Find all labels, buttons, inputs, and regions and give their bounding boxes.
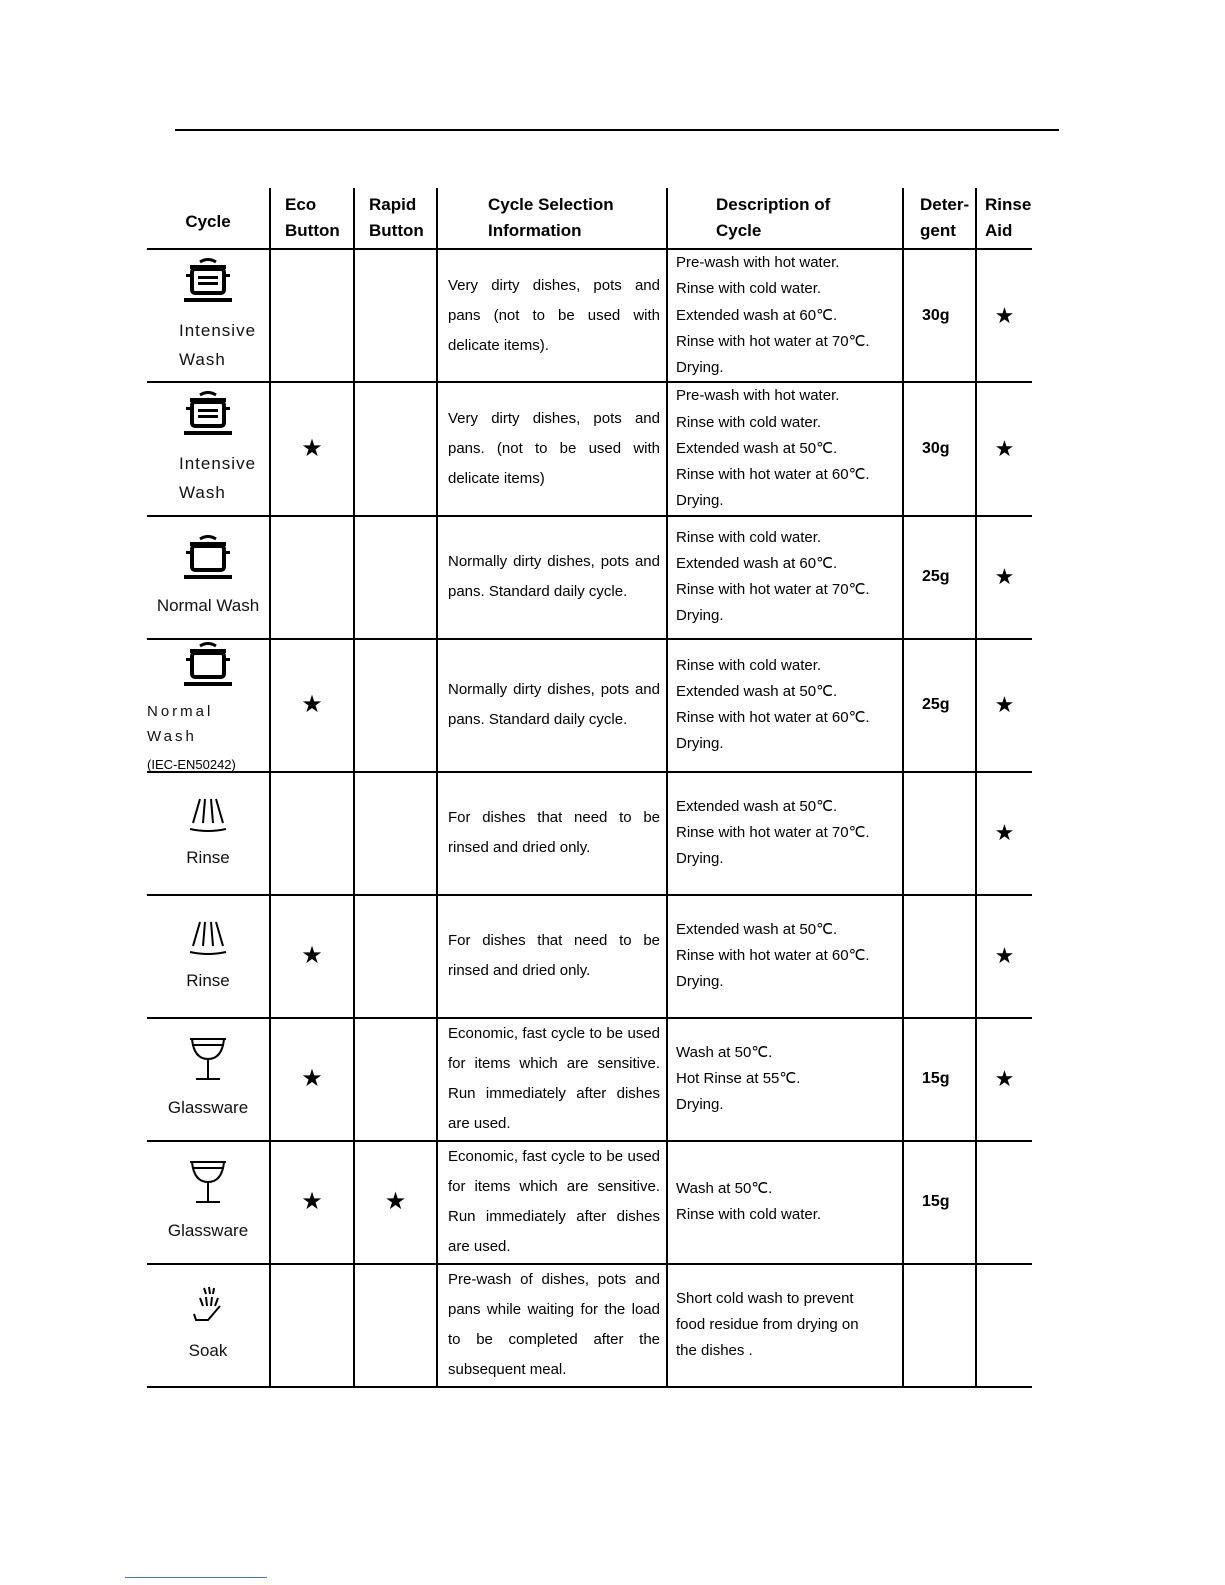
description-line: Rinse with hot water at 70℃. [676,823,870,841]
glassware-icon [184,1035,232,1085]
cycle-selection-information: Normally dirty dishes, pots and pans. Standard daily cycle. [437,639,667,772]
description-line: Rinse with cold water. [676,528,822,546]
rapid-button-cell [354,1018,437,1141]
rapid-button-cell [354,1264,437,1387]
description-line: Short cold wash to prevent [676,1289,854,1307]
detergent-amount: 25g [903,516,976,639]
cycle-selection-information: Pre-wash of dishes, pots and pans while waiting for the load to be completed after the subsequent meal. [437,1264,667,1387]
cycle-name: Intensive Wash [179,321,257,370]
intensive-pot-icon [147,256,269,311]
rinse-icon [147,793,269,838]
cycle-name: Rinse [186,971,230,991]
cycle-name: Normal Wash [147,702,214,745]
cycle-name: Normal Wash [156,596,260,616]
description-line: Rinse with hot water at 60℃. [676,466,870,483]
header-rinse-aid: Rinse Aid [976,188,1032,249]
description-line: Extended wash at 60℃. [676,306,838,324]
cycle-description [667,516,903,639]
description-line: Rinse with hot water at 60℃. [676,709,870,726]
cycle-cell [147,1018,270,1141]
normal-pot-icon [147,533,269,586]
rapid-button-cell [354,772,437,895]
footer-link-underline [125,1577,267,1578]
cycle-cell [147,1141,270,1264]
cycle-selection-information: Economic, fast cycle to be used for items which are sensitive. Run immediately after dishes are used. [437,1141,667,1264]
detergent-amount: 15g [903,1018,976,1141]
description-line: Wash at 50℃. [676,1043,773,1061]
soak-icon [184,1284,232,1328]
rinse-aid-cell: ★ [976,1018,1032,1141]
rapid-button-cell [354,639,437,772]
description-line: Pre-wash with hot water. [676,387,840,405]
table-row [147,382,1032,515]
header-description-of-cycle: Description of Cycle [667,188,903,249]
cycle-name: Soak [188,1341,228,1361]
table-row [147,516,1032,639]
rapid-button-cell [354,895,437,1018]
description-line: Drying. [676,735,724,753]
cycle-selection-information: For dishes that need to be rinsed and dried only. [437,772,667,895]
table-row [147,895,1032,1018]
header-detergent: Deter- gent [903,188,976,249]
glassware-icon [147,1158,269,1211]
cycle-cell [147,382,270,515]
intensive-pot-icon [147,389,269,444]
rinse-aid-cell: ★ [976,516,1032,639]
cycle-selection-information: Normally dirty dishes, pots and pans. Standard daily cycle. [437,516,667,639]
rinse-aid-cell: ★ [976,895,1032,1018]
description-line: Extended wash at 50℃. [676,920,838,938]
cycle-selection-information: For dishes that need to be rinsed and dried only. [437,895,667,1018]
description-line: Pre-wash with hot water. [676,254,840,271]
cycle-name: Glassware [167,1221,249,1241]
rinse-aid-cell: ★ [976,382,1032,515]
normal-pot-icon [178,533,238,583]
cycle-selection-information: Very dirty dishes, pots and pans (not to be used with delicate items). [437,249,667,382]
rapid-button-cell [354,249,437,382]
description-line: Rinse with hot water at 70℃. [676,332,870,350]
description-line: food residue from drying on [676,1315,859,1333]
top-rule [175,129,1059,131]
soak-icon [147,1284,269,1331]
glassware-icon [184,1158,232,1208]
description-line: Wash at 50℃. [676,1179,773,1197]
eco-button-cell: ★ [270,382,354,515]
cycle-description [667,382,903,515]
detergent-amount [903,1264,976,1387]
header-rapid-button: Rapid Button [354,188,437,249]
eco-button-cell: ★ [270,895,354,1018]
rapid-button-cell [354,382,437,515]
cycle-name: Glassware [167,1098,249,1118]
eco-button-cell [270,516,354,639]
detergent-amount: 25g [903,639,976,772]
description-line: Rinse with hot water at 70℃. [676,581,870,598]
description-line: Extended wash at 50℃. [676,797,838,815]
cycle-cell [147,639,270,772]
eco-button-cell: ★ [270,639,354,772]
description-line: Extended wash at 60℃. [676,554,838,572]
cycle-cell [147,895,270,1018]
detergent-amount [903,895,976,1018]
description-line: the dishes . [676,1342,753,1360]
description-line: Drying. [676,607,724,625]
intensive-pot-icon [178,256,238,308]
rinse-aid-cell [976,1141,1032,1264]
table-header-row [147,188,1032,249]
rinse-icon [147,916,269,961]
cycle-description [667,772,903,895]
description-line: Rinse with cold water. [676,280,822,298]
rinse-aid-cell: ★ [976,772,1032,895]
table-row [147,1264,1032,1387]
normal-pot-icon [178,640,238,690]
eco-button-cell [270,1264,354,1387]
eco-button-cell: ★ [270,1018,354,1141]
rapid-button-cell [354,516,437,639]
description-line: Drying. [676,492,724,510]
cycle-description [667,895,903,1018]
intensive-pot-icon [178,389,238,441]
description-line: Rinse with cold water. [676,656,822,674]
description-line: Rinse with cold water. [676,1206,822,1223]
detergent-amount [903,772,976,895]
table-row [147,772,1032,895]
rinse-icon [183,793,233,835]
cycle-cell [147,249,270,382]
description-line: Drying. [676,1096,724,1114]
cycle-cell [147,772,270,895]
cycle-description [667,639,903,772]
description-line: Hot Rinse at 55℃. [676,1069,801,1087]
cycle-standard-note: (IEC-EN50242) [147,756,236,772]
header-cycle: Cycle [147,188,270,249]
detergent-amount: 30g [903,249,976,382]
detergent-amount: 30g [903,382,976,515]
rinse-icon [183,916,233,958]
cycle-description [667,249,903,382]
eco-button-cell [270,772,354,895]
cycle-name: Intensive Wash [179,454,257,503]
cycle-description [667,1018,903,1141]
eco-button-cell: ★ [270,1141,354,1264]
description-line: Drying. [676,973,724,991]
detergent-amount: 15g [903,1141,976,1264]
cycle-cell [147,1264,270,1387]
table-row [147,639,1032,772]
glassware-icon [147,1035,269,1088]
rinse-aid-cell: ★ [976,639,1032,772]
wash-cycle-table [147,188,1032,1388]
table-row [147,249,1032,382]
eco-button-cell [270,249,354,382]
cycle-selection-information: Very dirty dishes, pots and pans. (not to be used with delicate items) [437,382,667,515]
cycle-description [667,1264,903,1387]
cycle-description [667,1141,903,1264]
rinse-aid-cell [976,1264,1032,1387]
normal-pot-icon [147,640,269,693]
table-row [147,1018,1032,1141]
description-line: Extended wash at 50℃. [676,439,838,457]
rapid-button-cell: ★ [354,1141,437,1264]
header-eco-button: Eco Button [270,188,354,249]
cycle-selection-information: Economic, fast cycle to be used for items which are sensitive. Run immediately after dishes are used. [437,1018,667,1141]
description-line: Drying. [676,359,724,376]
description-line: Rinse with cold water. [676,413,822,431]
header-cycle-selection-information: Cycle Selection Information [437,188,667,249]
description-line: Rinse with hot water at 60℃. [676,946,870,964]
cycle-name: Rinse [186,848,230,868]
description-line: Extended wash at 50℃. [676,682,838,700]
cycle-cell [147,516,270,639]
rinse-aid-cell: ★ [976,249,1032,382]
table-row [147,1141,1032,1264]
description-line: Drying. [676,850,724,868]
